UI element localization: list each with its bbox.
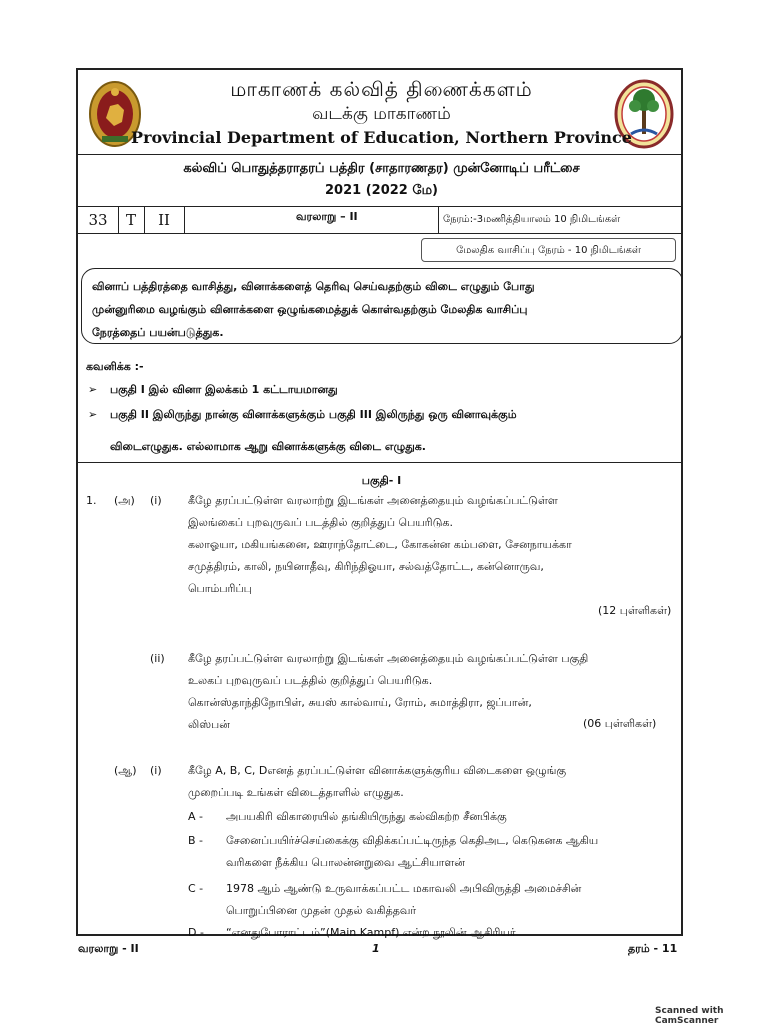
option-text: அபயகிரி விகாரையில் தங்கியிருந்து கல்விகற்ற சீனபிக்கு <box>226 810 507 823</box>
divider <box>78 462 681 463</box>
question-text: கீழே தரப்பட்டுள்ள வரலாற்று இடங்கள் அனைத்தையும் வழங்கப்பட்டுள்ள <box>188 494 558 507</box>
arrow-bullet-icon: ➢ <box>88 383 98 396</box>
paper-code-medium: T <box>118 207 145 233</box>
option-text: “எனதுபோராட்டம்”(Main Kampf) என்ற நூலின் ஆசிரியர் <box>226 926 516 939</box>
paper-code-number: 33 <box>78 207 119 233</box>
instruction-line: நேரத்தைப் பயன்படுத்துக. <box>92 326 224 339</box>
province-title-tamil: வடக்கு மாகாணம் <box>312 104 451 124</box>
exam-paper-frame <box>76 68 683 939</box>
instructions-box <box>81 268 683 344</box>
question-text: உலகப் புறவுருவப் படத்தில் குறித்துப் பெயரிடுக. <box>188 674 433 687</box>
section-title: பகுதி- I <box>361 474 402 487</box>
exam-duration: நேரம்:-3மணித்தியாலம் 10 நிமிடங்கள் <box>438 207 683 233</box>
option-text: வரிகளை நீக்கிய பொலன்னறுவை ஆட்சியாளன் <box>226 856 465 869</box>
question-sub-label: (ii) <box>150 652 165 665</box>
exam-year: 2021 (2022 மே) <box>325 183 438 198</box>
divider <box>78 233 681 234</box>
footer-grade: தரம் - 11 <box>628 942 678 955</box>
option-text: பொறுப்பினை முதன் முதல் வகித்தவர் <box>226 904 417 917</box>
question-text: முறைப்படி உங்கள் விடைத்தாளில் எழுதுக. <box>188 786 404 799</box>
subject-name: வரலாறு – II <box>296 210 358 223</box>
note-bullet: ➢ பகுதி I இல் வினா இலக்கம் 1 கட்டாயமானது <box>88 383 338 396</box>
paper-code-part: II <box>144 207 185 233</box>
department-title-tamil: மாகாணக் கல்வித் திணைக்களம் <box>230 77 533 101</box>
arrow-bullet-icon: ➢ <box>88 408 98 421</box>
question-text: கீழே A, B, C, Dஎனத் தரப்பட்டுள்ள வினாக்களுக்குரிய விடைகளை ஒழுங்கு <box>188 764 567 777</box>
question-sub-label: (i) <box>150 764 162 777</box>
note-bullet-continued: விடைஎழுதுக. எல்லாமாக ஆறு வினாக்களுக்கு விடை எழுதுக. <box>110 440 426 453</box>
note-bullet: ➢ பகுதி II இலிருந்து நான்கு வினாக்களுக்கும் பகுதி III இலிருந்து ஒரு வினாவுக்கும் <box>88 408 517 421</box>
reading-time-box: மேலதிக வாசிப்பு நேரம் - 10 நிமிடங்கள் <box>421 238 676 262</box>
question-number: 1. <box>86 494 97 507</box>
department-title-english: Provincial Department of Education, Northern Province <box>131 128 632 147</box>
option-label: C - <box>188 882 204 895</box>
question-text: இலங்கைப் புறவுருவப் படத்தில் குறித்துப் பெயரிடுக. <box>188 516 453 529</box>
option-text: சேனைப்பயிர்ச்செய்கைக்கு விதிக்கப்பட்டிருந்த கெதிஅட, கெடுகனக ஆகிய <box>226 834 599 847</box>
question-text: பொம்பரிப்பு <box>188 582 252 595</box>
instruction-line: வினாப் பத்திரத்தை வாசித்து, வினாக்களைத் தெரிவு செய்வதற்கும் விடை எழுதும் போது <box>92 280 535 293</box>
marks-label: (06 புள்ளிகள்) <box>583 717 657 730</box>
footer-subject: வரலாறு - II <box>78 942 139 955</box>
marks-label: (12 புள்ளிகள்) <box>598 604 672 617</box>
option-text: 1978 ஆம் ஆண்டு உருவாக்கப்பட்ட மகாவலி அபிவிருத்தி அமைச்சின் <box>226 882 582 895</box>
question-part-label: (அ) <box>114 494 135 507</box>
question-text: சமுத்திரம், காலி, நயினாதீவு, கிரிந்திஓயா, சல்வத்தோட்ட, கன்னொருவ, <box>188 560 544 573</box>
exam-name: கல்விப் பொதுத்தராதரப் பத்திர (சாதாரணதர) முன்னோடிப் பரீட்சை <box>183 161 580 176</box>
option-label: B - <box>188 834 204 847</box>
option-label: A - <box>188 810 203 823</box>
divider <box>184 207 185 233</box>
question-sub-label: (i) <box>150 494 162 507</box>
option-label: D - <box>188 926 204 939</box>
divider <box>78 154 681 155</box>
question-text: கீழே தரப்பட்டுள்ள வரலாற்று இடங்கள் அனைத்தையும் வழங்கப்பட்டுள்ள பகுதி <box>188 652 589 665</box>
scanner-watermark: Scanned with CamScanner <box>655 1006 724 1026</box>
instruction-line: முன்னுரிமை வழங்கும் வினாக்களை ஒழுங்கமைத்துக் கொள்வதற்கும் மேலதிக வாசிப்பு <box>92 303 528 316</box>
question-text: கொன்ஸ்தாந்திநோபிள், சுயஸ் கால்வாய், ரோம், சுமாத்திரா, ஜப்பான், <box>188 696 532 709</box>
question-part-label: (ஆ) <box>114 764 137 777</box>
page-number: 1 <box>372 942 380 955</box>
question-text: கலாஓயா, மகியங்கனை, ஊராந்தோட்டை, கோகன்ன கம்பளை, சேனநாயக்கா <box>188 538 572 551</box>
question-text: லிஸ்பன் <box>188 718 230 731</box>
notes-heading: கவனிக்க :- <box>86 360 144 373</box>
